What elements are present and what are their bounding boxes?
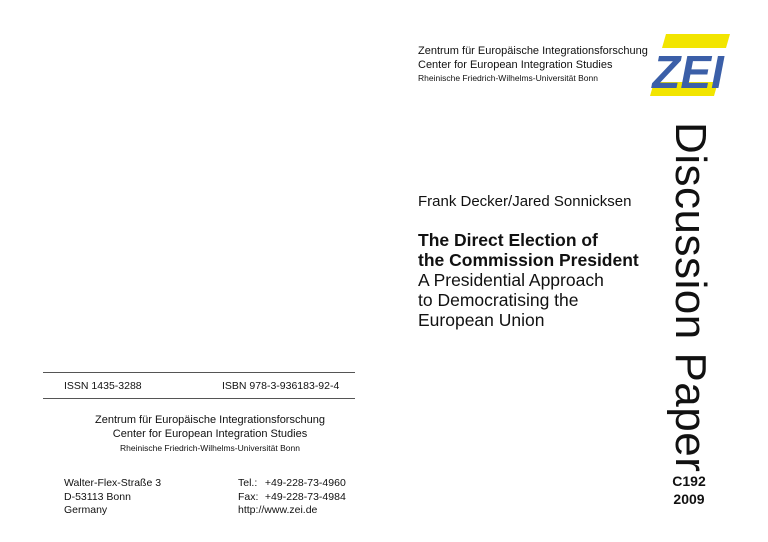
address-block [64,477,161,518]
back-institute-line2: Center for European Integration Studies [112,428,308,440]
series-label-vertical: Discussion Paper [666,122,715,473]
tel-label: Tel.: [238,477,258,489]
fax-label: Fax: [238,490,259,503]
subtitle-line3: European Union [418,310,545,330]
series-number: C192 [672,473,706,489]
subtitle-line1: A Presidential Approach [418,270,604,290]
title-line2: the Commission President [418,250,639,270]
isbn: ISBN 978-3-936183-92-4 [222,380,340,392]
front-institute-line3: Rheinische Friedrich-Wilhelms-Universität Bonn [418,73,598,83]
front-institute-line1: Zentrum für Europäische Integrationsforschung [418,45,648,57]
series-info [660,472,718,508]
back-institute-line3: Rheinische Friedrich-Wilhelms-Universität Bonn [120,443,300,453]
contact-tel [238,477,346,491]
subtitle-line2: to Democratising the [418,290,579,310]
bottom-divider [43,398,355,399]
fax-value: +49-228-73-4984 [264,490,346,503]
address-street: Walter-Flex-Straße 3 [64,477,162,489]
web-value[interactable]: //www.zei.de [258,504,318,516]
front-institute-line2: Center for European Integration Studies [418,59,613,71]
back-institute-block [0,413,420,455]
contact-block [238,477,346,518]
tel-value: +49-228-73-4960 [264,477,346,489]
authors: Frank Decker/Jared Sonnicksen [418,193,632,210]
web-label: http: [238,504,259,516]
logo-text: ZEI [652,46,724,96]
back-institute-line1: Zentrum für Europäische Integrationsforschung [95,414,325,426]
issn: ISSN 1435-3288 [64,380,142,392]
top-divider [43,372,355,373]
zei-logo [646,34,730,96]
title-block [418,230,639,330]
contact-fax [238,491,346,505]
front-institute-block [418,44,648,84]
contact-web [238,504,346,518]
title-line1: The Direct Election of [418,230,598,250]
address-city: D-53113 Bonn [64,490,131,503]
address-country: Germany [64,504,108,516]
series-year: 2009 [673,491,705,507]
